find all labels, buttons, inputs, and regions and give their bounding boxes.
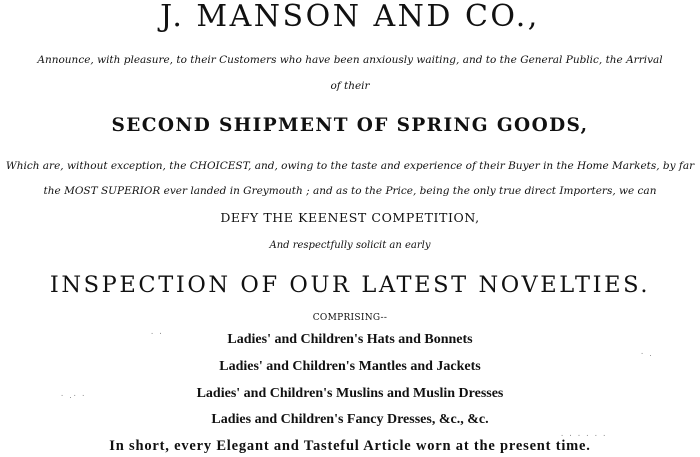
goods-list-item: Ladies' and Children's Mantles and Jackets xyxy=(219,359,481,374)
print-speck: · .· · xyxy=(60,392,86,400)
description-line-1: Which are, without exception, the CHOICEST, and, owing to the taste and experience of their Buyer in the Home Markets, by far xyxy=(5,160,695,172)
closing-line: In short, every Elegant and Tasteful Article worn at the present time. xyxy=(109,438,591,454)
print-speck: · . xyxy=(640,350,653,358)
announcement-line-1: Announce, with pleasure, to their Customers who have been anxiously waiting, and to the General Public, the Arrival xyxy=(37,54,663,66)
goods-list-item: Ladies' and Children's Muslins and Muslin Dresses xyxy=(196,386,504,401)
announcement-line-2: of their xyxy=(330,80,370,92)
comprising-label: COMPRISING-- xyxy=(312,313,388,323)
advertiser-title: J. MANSON AND CO., xyxy=(160,0,540,34)
respectfully-solicit: And respectfully solicit an early xyxy=(269,240,431,251)
print-speck: · · · · · · xyxy=(560,432,607,440)
goods-list-item: Ladies and Children's Fancy Dresses, &c., &c. xyxy=(211,412,489,427)
print-speck: · · xyxy=(150,330,163,338)
shipment-headline: SECOND SHIPMENT OF SPRING GOODS, xyxy=(111,115,589,136)
description-line-2: the MOST SUPERIOR ever landed in Greymouth ; and as to the Price, being the only true direct Importers, we can xyxy=(43,185,657,197)
goods-list-item: Ladies' and Children's Hats and Bonnets xyxy=(227,332,473,347)
defy-competition: DEFY THE KEENEST COMPETITION, xyxy=(220,210,480,225)
inspection-headline: INSPECTION OF OUR LATEST NOVELTIES. xyxy=(49,272,651,298)
